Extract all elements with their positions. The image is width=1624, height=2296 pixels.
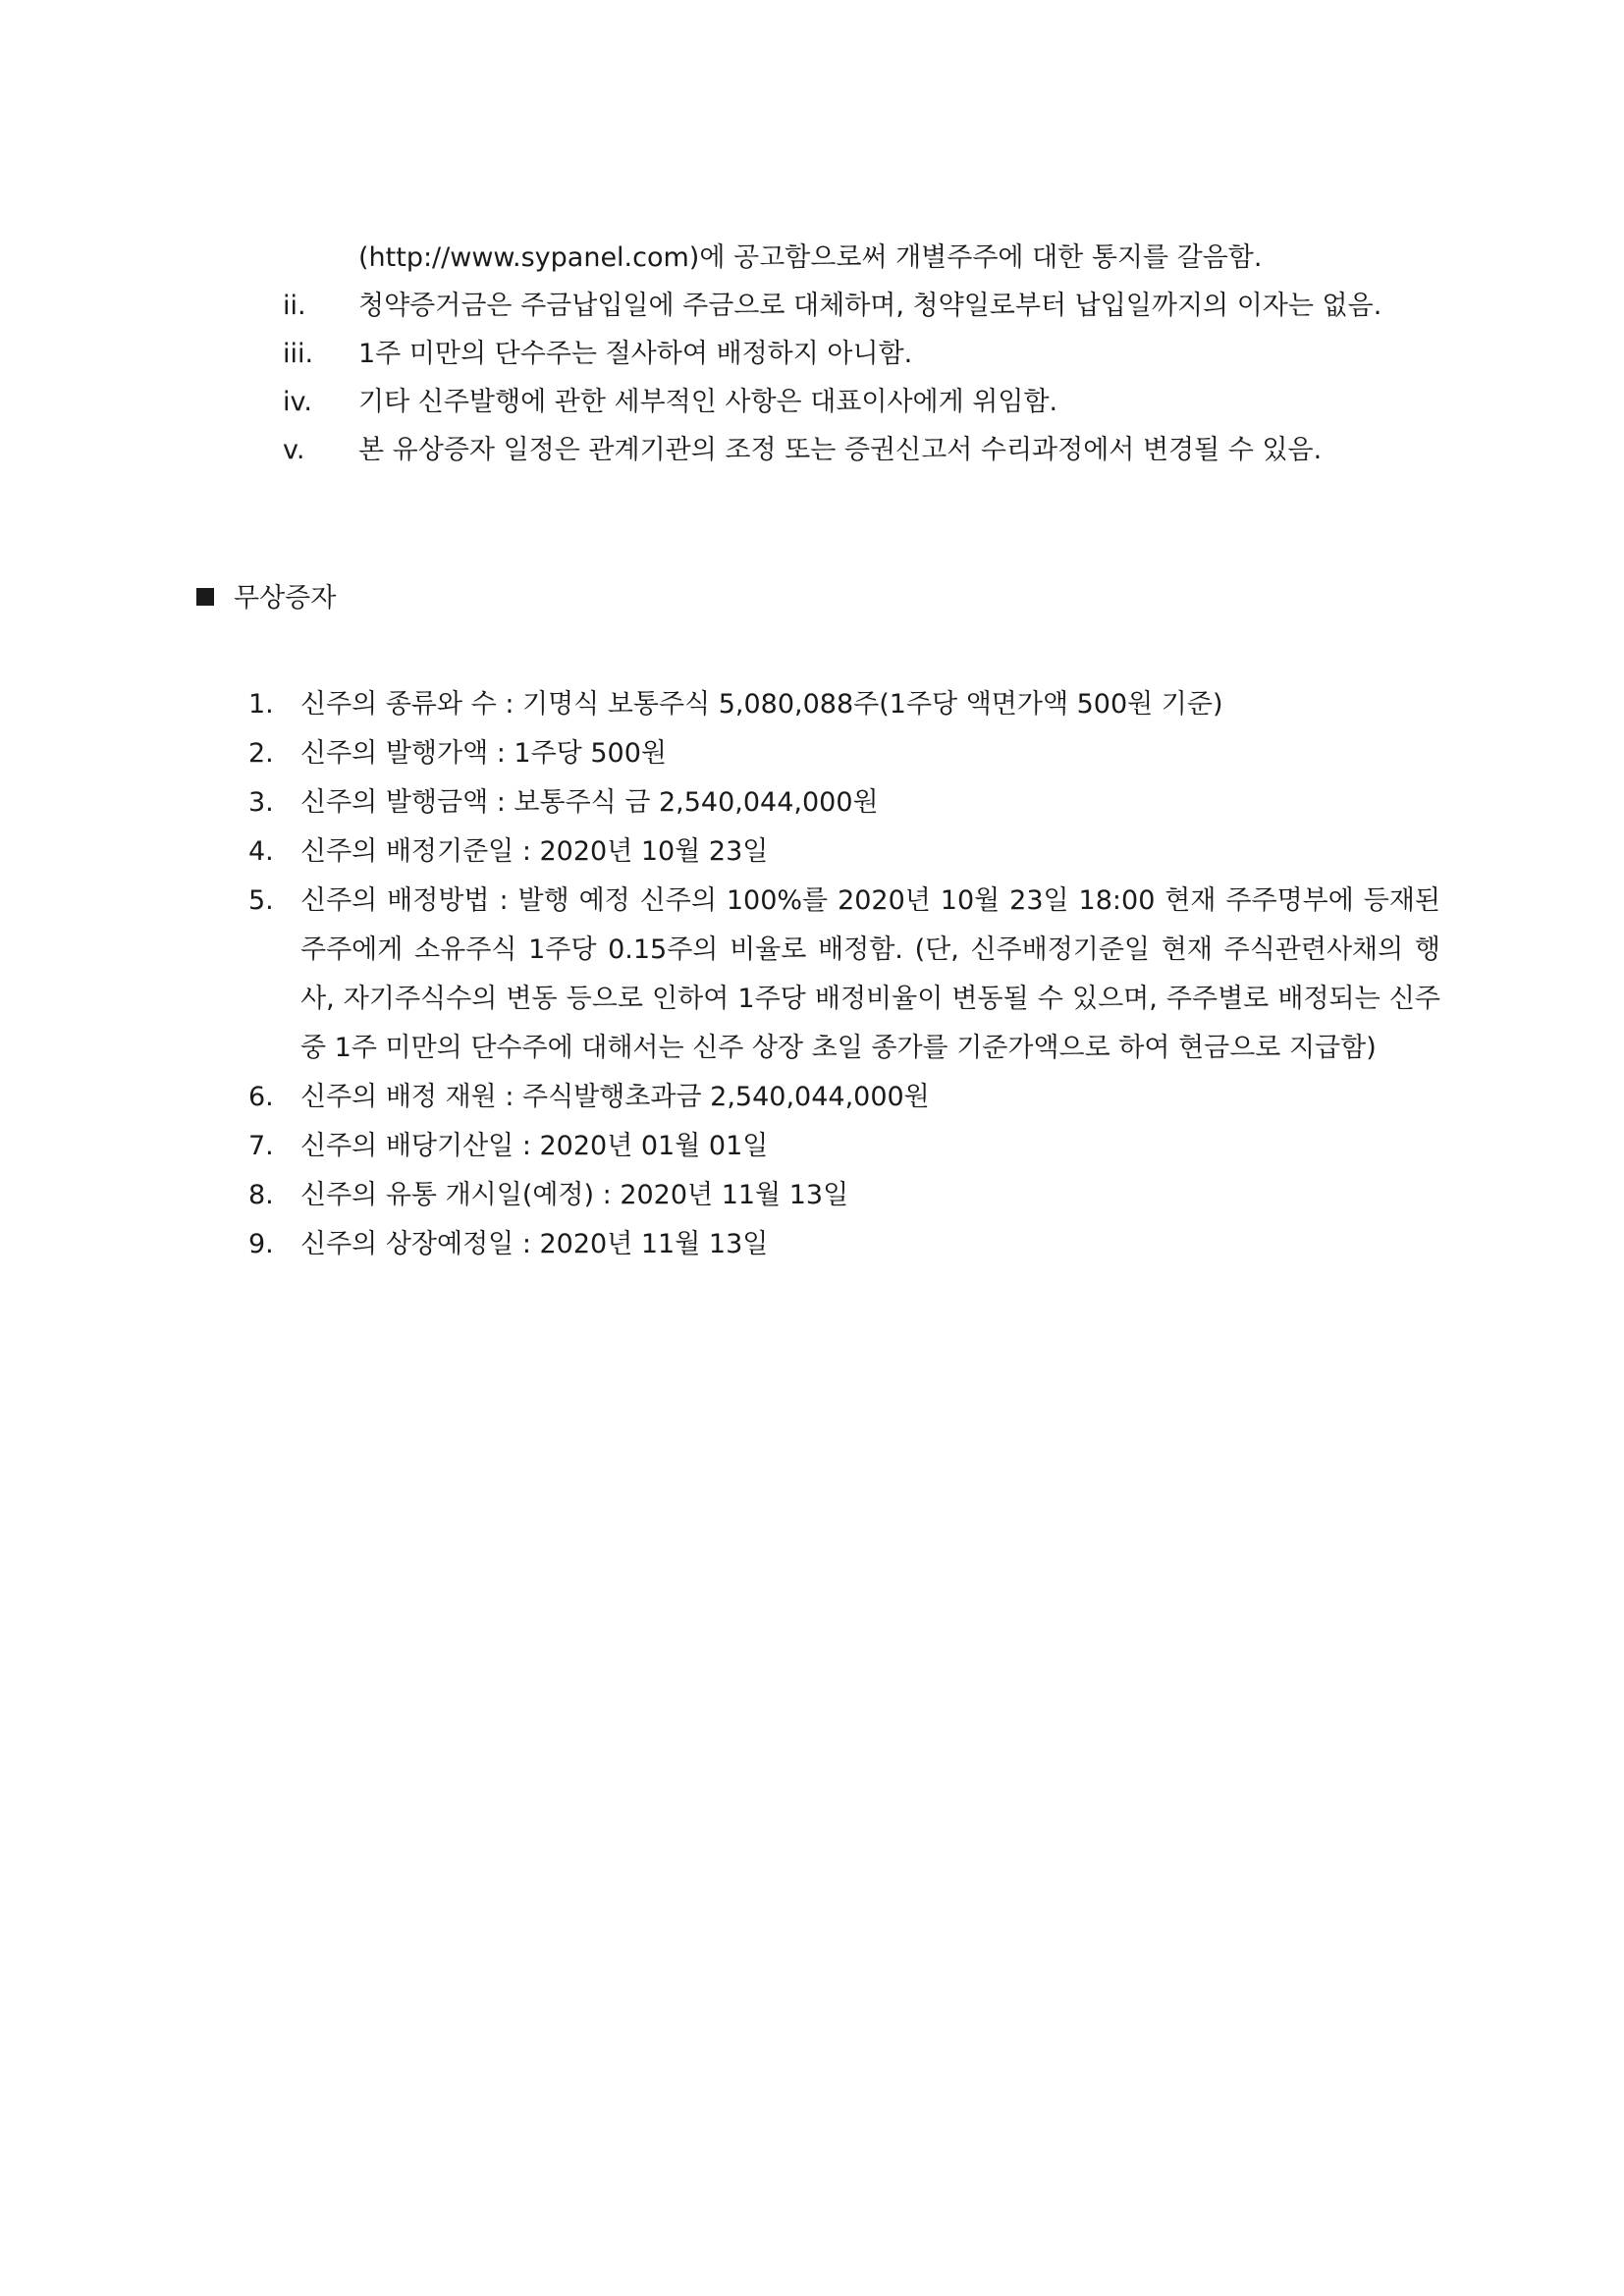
list-item [0,330,1624,378]
list-item [0,378,1624,426]
list-item-number: 4. [248,836,274,867]
list-item [0,1171,1624,1220]
section-heading [196,579,336,618]
list-item-text: 신주의 발행가액 : 1주당 500원 [300,738,667,769]
list-item-text: 청약증거금은 주금납입일에 주금으로 대체하며, 청약일로부터 납입일까지의 이자는 없음. [358,291,1382,321]
list-item-text: 신주의 발행금액 : 보통주식 금 2,540,044,000원 [300,787,879,818]
list-item-number: iv. [283,387,312,417]
numbered-list [0,680,1624,1269]
list-item-number: 7. [248,1131,274,1161]
list-item-number: 9. [248,1229,274,1259]
list-item-number: 1. [248,689,274,720]
list-item [0,680,1624,729]
list-item [0,1122,1624,1171]
list-item-text: 기타 신주발행에 관한 세부적인 사항은 대표이사에게 위임함. [358,387,1058,417]
roman-numbered-list [0,234,1624,474]
list-item-number: v. [283,435,305,465]
list-item-number: 8. [248,1180,274,1210]
list-item [0,426,1624,474]
list-item-text: 1주 미만의 단수주는 절사하여 배정하지 아니함. [358,339,913,369]
list-item-number: 3. [248,787,274,818]
list-item-text: 신주의 상장예정일 : 2020년 11월 13일 [300,1229,769,1259]
continuation-text: (http://www.sypanel.com)에 공고함으로써 개별주주에 대한 통지를 갈음함. [358,242,1263,273]
list-item [0,877,1624,1073]
list-item [0,828,1624,877]
list-item [0,282,1624,330]
list-item-text: 신주의 배정 재원 : 주식발행초과금 2,540,044,000원 [300,1082,930,1112]
section-title: 무상증자 [234,583,337,614]
list-item-number: 6. [248,1082,274,1112]
list-item-text: 신주의 유통 개시일(예정) : 2020년 11월 13일 [300,1180,849,1210]
list-item [0,729,1624,778]
list-item [0,1220,1624,1269]
list-item-continuation [0,234,1624,282]
list-item-text: 신주의 배정기준일 : 2020년 10월 23일 [300,836,769,867]
list-item-text: 신주의 배정방법 : 발행 예정 신주의 100%를 2020년 10월 23일 18:00 현재 주주명부에 등재된 주주에게 소유주식 1주당 0.15주의 비율로 배정함. (단, 신주배정기준일 현재 주식관련사채의 행사, 자기주식수의 변동 등으로 인하여 1주당 배정비율이 변동될 수 있으며, 주주별로 배정되는 신주 중 1주 미만의 단수주에 대해서는 신주 상장 초일 종가를 기준가액으로 하여 현금으로 지급함) [300,885,1440,1063]
list-item-text: 본 유상증자 일정은 관계기관의 조정 또는 증권신고서 수리과정에서 변경될 수 있음. [358,435,1323,465]
list-item-number: 2. [248,738,274,769]
square-bullet-icon [196,588,214,606]
list-item-number: 5. [248,885,274,916]
list-item-text: 신주의 종류와 수 : 기명식 보통주식 5,080,088주(1주당 액면가액 500원 기준) [300,689,1223,720]
list-item [0,1073,1624,1122]
list-item-number: iii. [283,339,314,369]
list-item [0,778,1624,828]
list-item-number: ii. [283,291,306,321]
list-item-text: 신주의 배당기산일 : 2020년 01월 01일 [300,1131,769,1161]
